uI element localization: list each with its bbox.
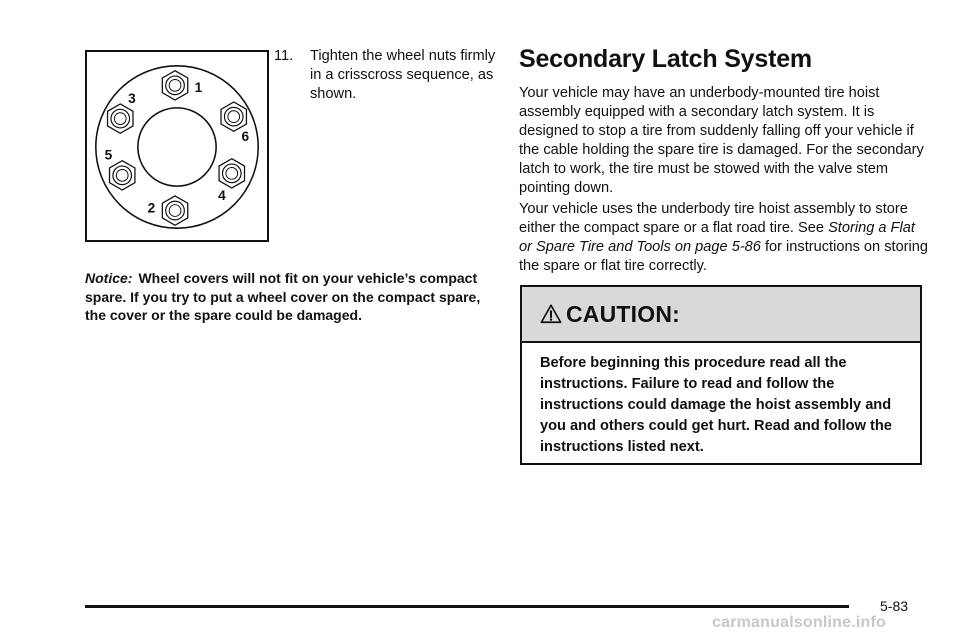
notice-text: Wheel covers will not fit on your vehicle’s compact spare. If you try to put a wheel cover on the compact spare, the cover or the spare could be damaged. (85, 270, 481, 323)
sequence-label-2: 2 (147, 200, 156, 216)
caution-title: CAUTION: (566, 300, 681, 327)
lug-nut-4 (219, 159, 244, 188)
paragraph-2-end: for instructions on storing the spare or flat tire correctly. (519, 239, 929, 274)
step-text: Tighten the wheel nuts firmly in a crisscross sequence, as shown. (310, 48, 496, 102)
lug-nut-5 (110, 161, 135, 190)
sequence-label-5: 5 (104, 147, 113, 163)
wheel-outer-circle (96, 66, 258, 228)
lug-nut-3 (108, 104, 133, 133)
wheel-diagram-svg (87, 52, 267, 240)
warning-triangle-icon (540, 303, 562, 325)
page-number: 5-83 (880, 598, 909, 614)
lug-nut-1 (162, 71, 187, 100)
caution-header (522, 287, 920, 343)
paragraph-2-start: Your vehicle uses the underbody tire hoist assembly to store either the compact spare or a flat road tire. See (519, 201, 908, 236)
watermark-logo: carmanualsonline.info (712, 614, 887, 631)
section-paragraph-2 (519, 200, 929, 276)
sequence-label-3: 3 (128, 90, 136, 106)
lug-nut-2 (162, 196, 187, 225)
sequence-label-6: 6 (241, 129, 250, 145)
sequence-label-4: 4 (218, 187, 226, 203)
cross-reference-link[interactable]: Storing a Flat or Spare Tire and Tools on page 5-86 (519, 220, 915, 255)
lug-nut-sequence-diagram (85, 50, 269, 242)
step-11 (274, 47, 506, 104)
caution-text: Before beginning this procedure read all the instructions. Failure to read and follow the instructions could damage the hoist assembly and you and others could get hurt. Read and follow the instructions listed next. (540, 355, 892, 455)
lug-nut-6 (221, 102, 246, 131)
step-number: 11. (274, 48, 294, 64)
section-paragraph-1: Your vehicle may have an underbody-mounted tire hoist assembly equipped with a secondary latch system. It is designed to stop a tire from suddenly falling off your vehicle if the cable holding the spare tire is damaged. For the secondary latch to work, the tire must be stowed with the valve stem pointing down. (519, 85, 924, 196)
sequence-label-1: 1 (194, 80, 203, 96)
notice-label: Notice: (85, 270, 133, 286)
caution-box (520, 285, 922, 465)
wheel-hub-circle (138, 108, 216, 186)
section-heading: Secondary Latch System (519, 45, 812, 73)
notice-block (85, 269, 493, 325)
footer-rule (85, 605, 849, 608)
